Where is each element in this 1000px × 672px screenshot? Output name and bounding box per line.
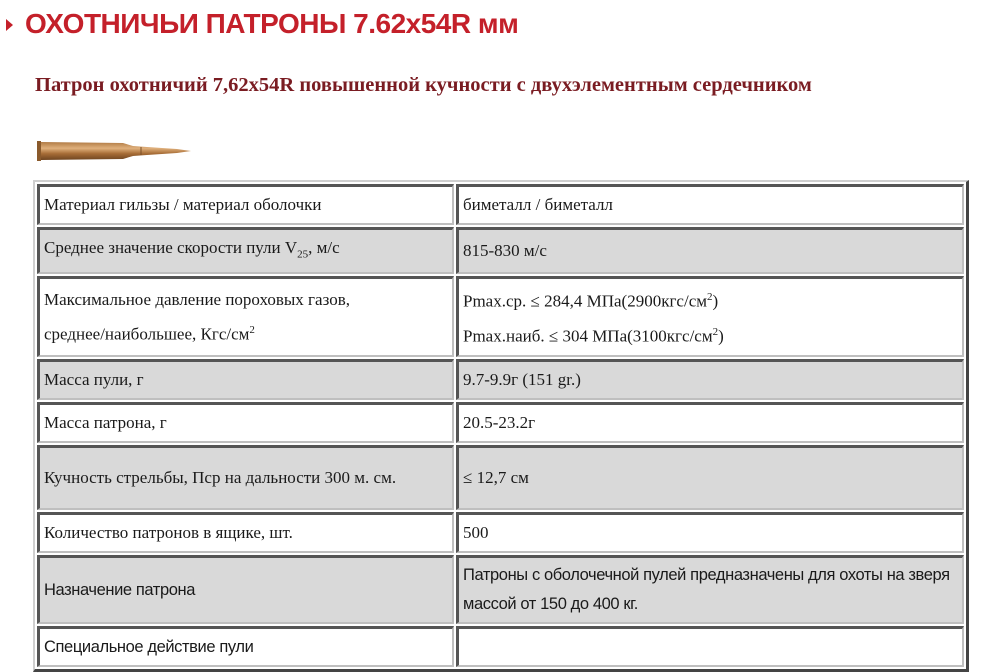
product-title: Патрон охотничий 7,62x54R повышенной кучности с двухэлементным сердечником (35, 74, 812, 96)
spec-label: Специальное действие пули (37, 626, 454, 667)
section-header (6, 4, 518, 44)
spec-label: Назначение патрона (37, 555, 454, 624)
spec-value: 815-830 м/с (456, 227, 964, 274)
table-row (37, 445, 964, 510)
triangle-right-icon (6, 19, 13, 31)
table-row (37, 359, 964, 400)
table-row (37, 626, 964, 667)
spec-value: 500 (456, 512, 964, 553)
spec-label: Материал гильзы / материал оболочки (37, 184, 454, 225)
spec-value: ≤ 12,7 см (456, 445, 964, 510)
table-row (37, 402, 964, 443)
cartridge-image (37, 137, 191, 165)
specs-table (33, 180, 969, 672)
table-row (37, 512, 964, 553)
table-row (37, 555, 964, 624)
spec-label: Количество патронов в ящике, шт. (37, 512, 454, 553)
spec-value (456, 626, 964, 667)
spec-label: Масса пули, г (37, 359, 454, 400)
section-title: ОХОТНИЧЬИ ПАТРОНЫ 7.62x54R мм (25, 8, 519, 39)
spec-value: 20.5-23.2г (456, 402, 964, 443)
spec-label: Среднее значение скорости пули $V_{25}$, м/с (37, 227, 454, 274)
spec-label: Максимальное давление пороховых газов, среднее/наибольшее, Кгс/$см^2$ (37, 276, 454, 356)
spec-value: Патроны с оболочечной пулей предназначены для охоты на зверя массой от 150 до 400 кг. (456, 555, 964, 624)
spec-value: биметалл / биметалл (456, 184, 964, 225)
spec-value: 9.7-9.9г (151 gr.) (456, 359, 964, 400)
table-row (37, 227, 964, 274)
spec-label: Кучность стрельбы, Пср на дальности 300 м. см. (37, 445, 454, 510)
spec-label: Масса патрона, г (37, 402, 454, 443)
table-row (37, 276, 964, 356)
spec-value: Pmax.ср. ≤ 284,4 $МПа(2900кгс/см^2)$ Pmax.наиб. ≤ 304 $МПа(3100кгс/см^2)$ (456, 276, 964, 356)
table-row (37, 184, 964, 225)
